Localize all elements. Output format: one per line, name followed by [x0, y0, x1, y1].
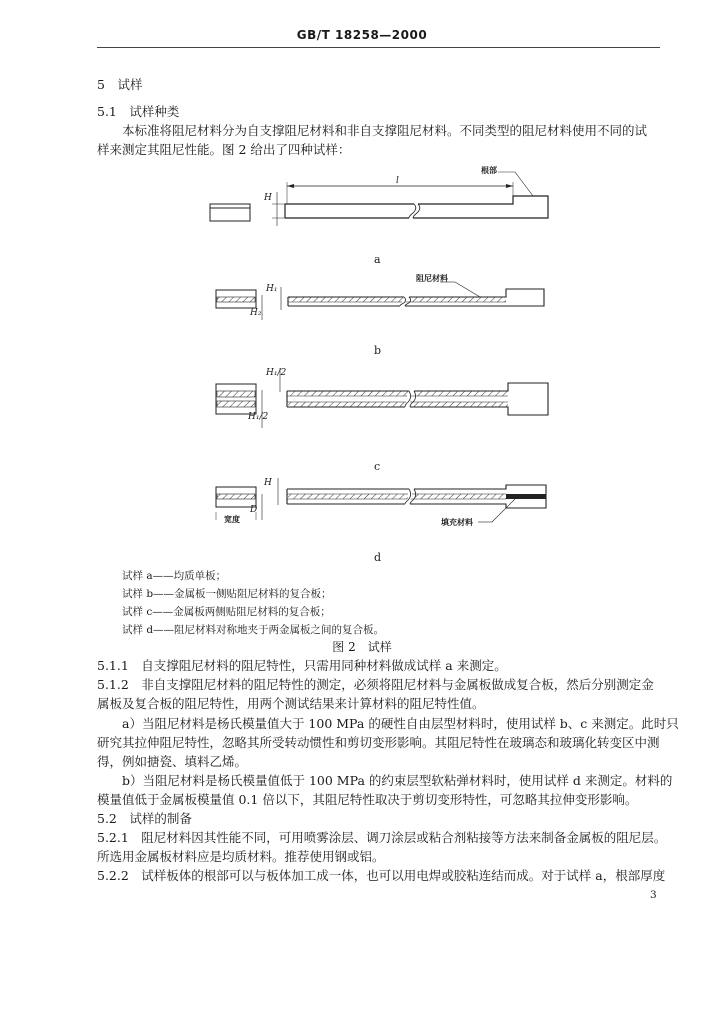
- label-damping-material: 阻尼材料: [416, 274, 448, 283]
- specimen-c-cross-section: [216, 384, 256, 414]
- section-5-2-2-line1: 5.2.2 试样板体的根部可以与板体加工成一体，也可以用电焊或胶粘连结而成。对于试样 a，根部厚度: [97, 868, 666, 883]
- legend-item-a: 试样 a——均质单板；: [122, 570, 227, 582]
- section-5-1-para-line1: 本标准将阻尼材料分为自支撑阻尼材料和非自支撑阻尼材料。不同类型的阻尼材料使用不同的试: [122, 123, 648, 138]
- label-H1-half-c: H₁/2: [266, 368, 287, 378]
- specimen-a-cross-section: [210, 204, 250, 221]
- label-H: H: [264, 193, 272, 203]
- section-5-heading: 5 试样: [97, 77, 143, 92]
- item-b-line1: b）当阻尼材料是杨氏模量值低于 100 MPa 的约束层型软粘弹材料时，使用试样 d 来测定。材料的: [122, 773, 673, 788]
- section-5-2-heading: 5.2 试样的制备: [97, 811, 192, 826]
- item-a-line2: 研究其拉伸阻尼特性，忽略其所受转动惯性和剪切变形影响。其阻尼特性在玻璃态和玻璃化转变区中测: [97, 735, 660, 750]
- item-a-line3: 得，例如搪瓷、填料乙烯。: [97, 754, 248, 769]
- standard-code-header: GB/T 18258—2000: [296, 28, 428, 42]
- section-5-1-1: 5.1.1 自支撑阻尼材料的阻尼特性，只需用同种材料做成试样 a 来测定。: [97, 658, 507, 673]
- subfigure-b-label: b: [374, 344, 382, 357]
- label-D-d: D: [250, 505, 258, 515]
- label-H1-half-c-lower: H₁/2: [248, 412, 269, 422]
- section-5-1-heading: 5.1 试样种类: [97, 104, 180, 119]
- figure-2-caption: 图 2 试样: [332, 640, 392, 654]
- section-5-2-1-line2: 所选用金属板材料应是均质材料。推荐使用钢或铝。: [97, 849, 385, 864]
- page-number: 3: [650, 889, 657, 901]
- item-b-line2: 模量值低于金属板模量值 0.1 倍以下，其阻尼特性取决于剪切变形特性，可忽略其拉伸变形影响。: [97, 792, 638, 807]
- specimen-a: [210, 172, 548, 226]
- label-H1-b: H₁: [266, 284, 278, 294]
- label-root: 根部: [481, 166, 497, 175]
- section-5-2-1-line1: 5.2.1 阻尼材料因其性能不同，可用喷雾涂层、调刀涂层或粘合剂粘接等方法来制备金属板的阻尼层。: [97, 830, 667, 845]
- item-a-line1: a）当阻尼材料是杨氏模量值大于 100 MPa 的硬性自由层型材料时，使用试样 b、c 来测定。此时只: [122, 716, 679, 731]
- section-5-1-2-line1: 5.1.2 非自支撑阻尼材料的阻尼特性的测定，必须将阻尼材料与金属板做成复合板，然后分别测定金: [97, 677, 654, 692]
- subfigure-a-label: a: [374, 253, 381, 266]
- legend-item-b: 试样 b——金属板一侧贴阻尼材料的复合板；: [122, 588, 332, 600]
- subfigure-c-label: c: [374, 460, 381, 473]
- legend-item-d: 试样 d——阻尼材料对称地夹于两金属板之间的复合板。: [122, 624, 385, 636]
- label-width: 宽度: [224, 515, 240, 524]
- section-5-1-2-line2: 属板及复合板的阻尼特性，用两个测试结果来计算材料的阻尼特性值。: [97, 696, 485, 711]
- legend-item-c: 试样 c——金属板两侧贴阻尼材料的复合板；: [122, 606, 331, 618]
- label-filling-material: 填充材料: [441, 518, 473, 527]
- label-H-d: H: [264, 478, 272, 488]
- label-l: l: [396, 176, 399, 186]
- label-H2-b: H₂: [250, 308, 262, 318]
- specimen-a-bar-left: [285, 204, 414, 218]
- section-5-1-para-line2: 样来测定其阻尼性能。图 2 给出了四种试样：: [97, 142, 351, 157]
- specimen-a-bar-right-root: [413, 196, 548, 218]
- subfigure-d-label: d: [374, 551, 382, 564]
